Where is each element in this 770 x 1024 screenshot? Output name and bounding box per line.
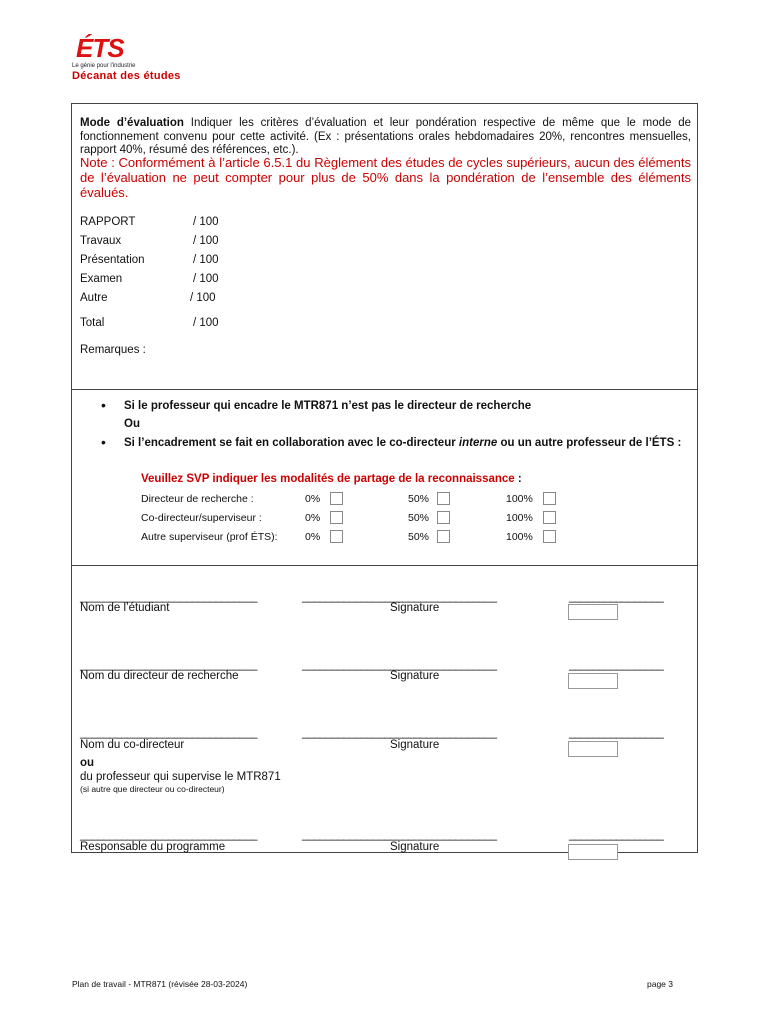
logo-tagline: Le génie pour l'industrie bbox=[72, 63, 136, 69]
signature-line[interactable]: _________________________________ bbox=[302, 659, 497, 671]
name-line[interactable]: ______________________________ bbox=[80, 591, 257, 603]
grade-label: Présentation bbox=[80, 254, 145, 266]
date-line[interactable]: ________________ bbox=[569, 727, 664, 739]
section-divider bbox=[71, 389, 698, 390]
evaluation-description: Indiquer les critères d’évaluation et leur pondération respective de même que le mode de fonctionnement convenu pour cette activité. (Ex : présentations orales hebdomadaires 20%, rencontres mensuelles, rapport 40%, résumé des références, etc.). bbox=[80, 117, 691, 156]
share-50-checkbox[interactable] bbox=[437, 492, 450, 505]
share-50-checkbox[interactable] bbox=[437, 530, 450, 543]
share-row-label: Autre superviseur (prof ÉTS): bbox=[141, 531, 278, 543]
share-0-checkbox[interactable] bbox=[330, 511, 343, 524]
share-0-label: 0% bbox=[305, 531, 321, 543]
share-100-checkbox[interactable] bbox=[543, 511, 556, 524]
grade-label: Total bbox=[80, 317, 105, 329]
evaluation-note: Note : Conformément à l’article 6.5.1 du Règlement des études de cycles supérieurs, aucun des éléments de l’évaluation ne peut compter pour plus de 50% dans la pondération de l’ensemble des éléments évalués. bbox=[80, 155, 691, 200]
share-0-checkbox[interactable] bbox=[330, 492, 343, 505]
evaluation-title: Mode d’évaluation bbox=[80, 117, 184, 129]
signature-label: Signature bbox=[390, 841, 440, 853]
section-divider bbox=[71, 565, 698, 566]
grade-value[interactable]: / 100 bbox=[193, 273, 219, 285]
professor-note: (si autre que directeur ou co-directeur) bbox=[80, 784, 225, 794]
grade-label: RAPPORT bbox=[80, 216, 136, 228]
instruction-text: Veuillez SVP indiquer les modalités de partage de la reconnaissance bbox=[141, 473, 515, 485]
share-100-label: 100% bbox=[506, 512, 533, 524]
name-line[interactable]: ______________________________ bbox=[80, 727, 257, 739]
share-row-label: Directeur de recherche : bbox=[141, 493, 254, 505]
student-name-label: Nom de l’étudiant bbox=[80, 602, 170, 614]
date-line[interactable]: ________________ bbox=[569, 591, 664, 603]
share-100-label: 100% bbox=[506, 531, 533, 543]
grade-label: Examen bbox=[80, 273, 123, 285]
share-50-label: 50% bbox=[408, 493, 430, 505]
share-0-label: 0% bbox=[305, 512, 321, 524]
signature-label: Signature bbox=[390, 602, 440, 614]
department-title: Décanat des études bbox=[72, 70, 181, 82]
date-box[interactable] bbox=[568, 604, 618, 620]
name-line[interactable]: ______________________________ bbox=[80, 659, 257, 671]
share-50-label: 50% bbox=[408, 531, 430, 543]
supervision-or: Ou bbox=[124, 418, 140, 430]
date-box[interactable] bbox=[568, 673, 618, 689]
grade-value[interactable]: / 100 bbox=[193, 216, 219, 228]
ets-logo: ÉTS bbox=[76, 33, 124, 63]
grade-row bbox=[80, 254, 145, 266]
grade-row bbox=[80, 235, 121, 247]
share-instruction bbox=[141, 473, 522, 485]
signature-line[interactable]: _________________________________ bbox=[302, 829, 497, 841]
condition-text: Si l’encadrement se fait en collaboration avec le co-directeur bbox=[124, 437, 459, 449]
footer-document-title: Plan de travail - MTR871 (révisée 28-03-2024) bbox=[72, 979, 248, 989]
share-100-checkbox[interactable] bbox=[543, 530, 556, 543]
grade-row bbox=[80, 273, 122, 285]
share-50-label: 50% bbox=[408, 512, 430, 524]
supervision-condition-1: Si le professeur qui encadre le MTR871 n’est pas le directeur de recherche bbox=[124, 400, 532, 412]
grade-value[interactable]: / 100 bbox=[193, 254, 219, 266]
codirector-name-label: Nom du co-directeur bbox=[80, 739, 185, 751]
instruction-colon: : bbox=[514, 473, 522, 485]
share-100-label: 100% bbox=[506, 493, 533, 505]
grade-row bbox=[80, 216, 135, 228]
bullet: • bbox=[101, 397, 106, 413]
date-box[interactable] bbox=[568, 844, 618, 860]
name-line[interactable]: ______________________________ bbox=[80, 829, 257, 841]
date-line[interactable]: ________________ bbox=[569, 659, 664, 671]
grade-value[interactable]: / 100 bbox=[193, 317, 219, 329]
grade-value[interactable]: / 100 bbox=[190, 292, 216, 304]
program-lead-label: Responsable du programme bbox=[80, 841, 226, 853]
date-line[interactable]: ________________ bbox=[569, 829, 664, 841]
grade-label: Autre bbox=[80, 292, 108, 304]
share-50-checkbox[interactable] bbox=[437, 511, 450, 524]
grade-label: Travaux bbox=[80, 235, 122, 247]
professor-label: du professeur qui supervise le MTR871 bbox=[80, 771, 281, 783]
signature-line[interactable]: _________________________________ bbox=[302, 727, 497, 739]
share-row-label: Co-directeur/superviseur : bbox=[141, 512, 262, 524]
remarks-label: Remarques : bbox=[80, 344, 146, 356]
bullet: • bbox=[101, 434, 106, 450]
evaluation-intro bbox=[80, 117, 691, 158]
or-label: ou bbox=[80, 757, 95, 769]
condition-text: ou un autre professeur de l’ÉTS : bbox=[497, 437, 682, 449]
signature-line[interactable]: _________________________________ bbox=[302, 591, 497, 603]
share-0-label: 0% bbox=[305, 493, 321, 505]
condition-emphasis: interne bbox=[458, 437, 498, 449]
signature-label: Signature bbox=[390, 670, 440, 682]
share-100-checkbox[interactable] bbox=[543, 492, 556, 505]
signature-label: Signature bbox=[390, 739, 440, 751]
share-0-checkbox[interactable] bbox=[330, 530, 343, 543]
grade-row bbox=[80, 317, 104, 329]
date-box[interactable] bbox=[568, 741, 618, 757]
supervision-condition-2 bbox=[124, 436, 691, 450]
grade-row bbox=[80, 292, 108, 304]
footer-page-number: page 3 bbox=[647, 979, 673, 989]
director-name-label: Nom du directeur de recherche bbox=[80, 670, 239, 682]
grade-value[interactable]: / 100 bbox=[193, 235, 219, 247]
